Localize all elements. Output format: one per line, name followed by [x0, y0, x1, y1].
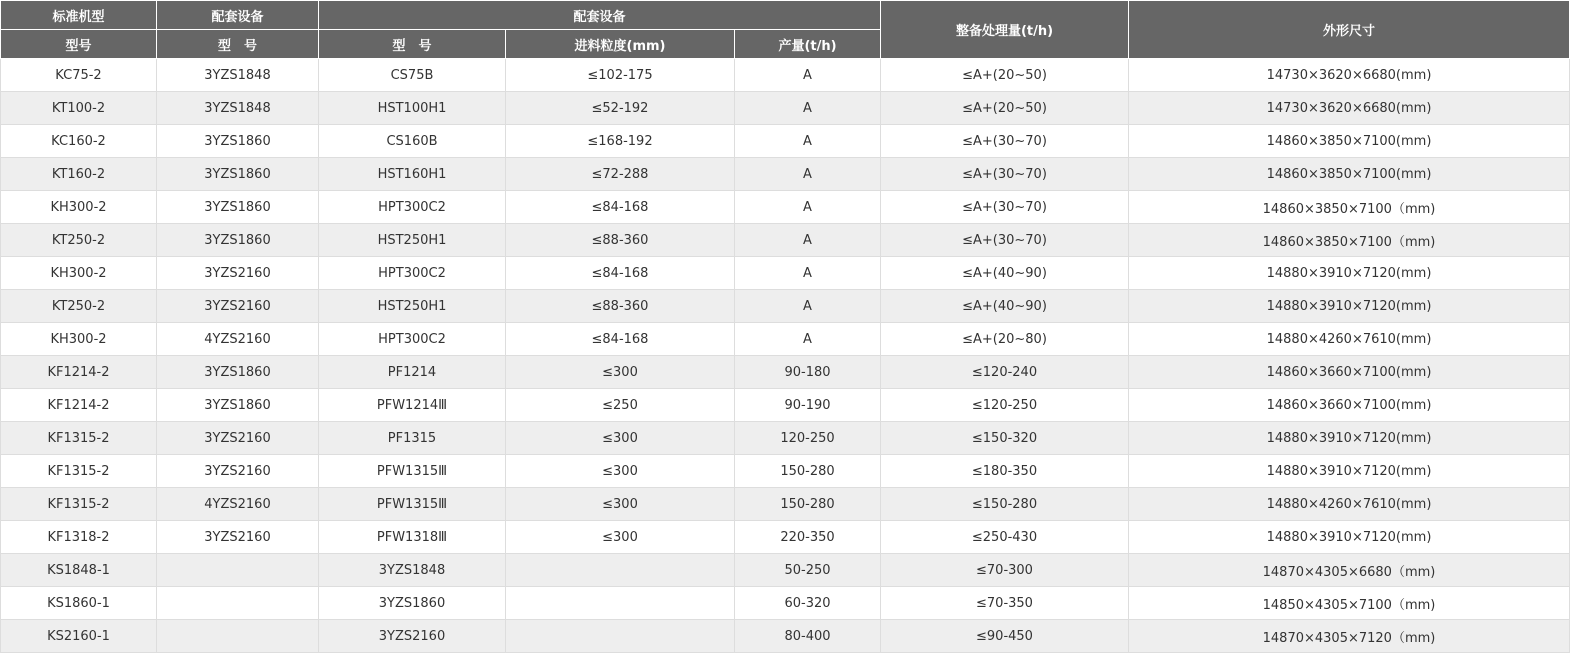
cell-total-capacity: ≤A+(20~50)	[881, 59, 1129, 92]
cell-feed-size	[506, 587, 735, 620]
header-dimensions: 外形尺寸	[1129, 1, 1570, 59]
cell-total-capacity: ≤A+(30~70)	[881, 158, 1129, 191]
cell-output: 50-250	[735, 554, 881, 587]
cell-equipment-a-model	[157, 554, 319, 587]
cell-output: 80-400	[735, 620, 881, 653]
cell-dimensions: 14870×4305×6680（mm)	[1129, 554, 1570, 587]
cell-equipment-b-model: PF1214	[319, 356, 506, 389]
cell-total-capacity: ≤150-280	[881, 488, 1129, 521]
cell-equipment-a-model: 3YZS1860	[157, 224, 319, 257]
cell-dimensions: 14860×3660×7100(mm)	[1129, 356, 1570, 389]
cell-output: 150-280	[735, 455, 881, 488]
cell-equipment-b-model: PFW1318Ⅲ	[319, 521, 506, 554]
table-row	[1, 257, 1570, 290]
cell-total-capacity: ≤A+(20~50)	[881, 92, 1129, 125]
table-row	[1, 455, 1570, 488]
cell-equipment-a-model	[157, 620, 319, 653]
cell-feed-size: ≤300	[506, 422, 735, 455]
cell-dimensions: 14860×3850×7100（mm)	[1129, 191, 1570, 224]
cell-total-capacity: ≤A+(30~70)	[881, 191, 1129, 224]
header-matching-equipment-b-model: 型 号	[319, 30, 506, 59]
cell-equipment-a-model: 3YZS2160	[157, 455, 319, 488]
cell-equipment-b-model: PFW1315Ⅲ	[319, 455, 506, 488]
cell-equipment-b-model: 3YZS1848	[319, 554, 506, 587]
table-body	[1, 59, 1570, 653]
cell-feed-size: ≤102-175	[506, 59, 735, 92]
header-feed-size: 进料粒度(mm)	[506, 30, 735, 59]
cell-equipment-a-model	[157, 587, 319, 620]
cell-output: 220-350	[735, 521, 881, 554]
cell-equipment-b-model: HST100H1	[319, 92, 506, 125]
cell-feed-size: ≤84-168	[506, 191, 735, 224]
cell-total-capacity: ≤120-250	[881, 389, 1129, 422]
cell-feed-size: ≤168-192	[506, 125, 735, 158]
cell-dimensions: 14880×4260×7610(mm)	[1129, 488, 1570, 521]
table-row	[1, 422, 1570, 455]
cell-standard-model: KT160-2	[1, 158, 157, 191]
table-row	[1, 587, 1570, 620]
cell-equipment-a-model: 3YZS2160	[157, 257, 319, 290]
cell-equipment-b-model: CS75B	[319, 59, 506, 92]
cell-feed-size: ≤88-360	[506, 224, 735, 257]
cell-equipment-a-model: 4YZS2160	[157, 488, 319, 521]
cell-output: A	[735, 92, 881, 125]
cell-total-capacity: ≤180-350	[881, 455, 1129, 488]
cell-total-capacity: ≤A+(30~70)	[881, 224, 1129, 257]
table-row	[1, 521, 1570, 554]
cell-standard-model: KF1315-2	[1, 488, 157, 521]
table-row	[1, 59, 1570, 92]
cell-total-capacity: ≤70-350	[881, 587, 1129, 620]
cell-equipment-a-model: 3YZS1860	[157, 158, 319, 191]
cell-output: 90-190	[735, 389, 881, 422]
cell-standard-model: KC160-2	[1, 125, 157, 158]
cell-feed-size	[506, 554, 735, 587]
cell-dimensions: 14880×3910×7120(mm)	[1129, 257, 1570, 290]
cell-equipment-b-model: 3YZS2160	[319, 620, 506, 653]
header-matching-equipment-a: 配套设备	[157, 1, 319, 30]
cell-equipment-b-model: HST250H1	[319, 224, 506, 257]
table-row	[1, 554, 1570, 587]
cell-dimensions: 14880×4260×7610(mm)	[1129, 323, 1570, 356]
cell-feed-size: ≤84-168	[506, 257, 735, 290]
cell-output: A	[735, 224, 881, 257]
cell-output: 120-250	[735, 422, 881, 455]
cell-output: 90-180	[735, 356, 881, 389]
cell-equipment-b-model: HPT300C2	[319, 191, 506, 224]
table-header	[1, 1, 1570, 59]
cell-equipment-b-model: HPT300C2	[319, 323, 506, 356]
cell-standard-model: KF1315-2	[1, 422, 157, 455]
table-row	[1, 389, 1570, 422]
cell-output: A	[735, 257, 881, 290]
table-row	[1, 290, 1570, 323]
cell-output: A	[735, 59, 881, 92]
table-row	[1, 224, 1570, 257]
cell-standard-model: KH300-2	[1, 191, 157, 224]
cell-output: A	[735, 158, 881, 191]
cell-feed-size: ≤88-360	[506, 290, 735, 323]
table-row	[1, 323, 1570, 356]
cell-equipment-b-model: PFW1214Ⅲ	[319, 389, 506, 422]
table-row	[1, 125, 1570, 158]
cell-dimensions: 14860×3850×7100(mm)	[1129, 125, 1570, 158]
cell-equipment-a-model: 3YZS1860	[157, 191, 319, 224]
cell-feed-size: ≤300	[506, 356, 735, 389]
cell-equipment-a-model: 3YZS2160	[157, 521, 319, 554]
cell-standard-model: KF1214-2	[1, 389, 157, 422]
cell-feed-size: ≤300	[506, 521, 735, 554]
cell-standard-model: KF1315-2	[1, 455, 157, 488]
cell-dimensions: 14860×3850×7100（mm)	[1129, 224, 1570, 257]
cell-equipment-a-model: 3YZS2160	[157, 422, 319, 455]
cell-output: 60-320	[735, 587, 881, 620]
cell-total-capacity: ≤A+(20~80)	[881, 323, 1129, 356]
cell-dimensions: 14880×3910×7120(mm)	[1129, 521, 1570, 554]
cell-standard-model: KH300-2	[1, 257, 157, 290]
cell-equipment-b-model: CS160B	[319, 125, 506, 158]
header-standard-model-top: 标准机型	[1, 1, 157, 30]
cell-output: A	[735, 290, 881, 323]
cell-total-capacity: ≤A+(30~70)	[881, 125, 1129, 158]
cell-total-capacity: ≤250-430	[881, 521, 1129, 554]
cell-equipment-b-model: PF1315	[319, 422, 506, 455]
cell-total-capacity: ≤A+(40~90)	[881, 290, 1129, 323]
cell-feed-size	[506, 620, 735, 653]
cell-dimensions: 14860×3850×7100(mm)	[1129, 158, 1570, 191]
cell-total-capacity: ≤90-450	[881, 620, 1129, 653]
table-row	[1, 92, 1570, 125]
cell-dimensions: 14860×3660×7100(mm)	[1129, 389, 1570, 422]
cell-equipment-a-model: 3YZS1848	[157, 59, 319, 92]
cell-standard-model: KH300-2	[1, 323, 157, 356]
cell-equipment-a-model: 4YZS2160	[157, 323, 319, 356]
cell-standard-model: KT250-2	[1, 290, 157, 323]
table-row	[1, 191, 1570, 224]
header-output: 产量(t/h)	[735, 30, 881, 59]
cell-equipment-b-model: HST160H1	[319, 158, 506, 191]
table-row	[1, 158, 1570, 191]
cell-dimensions: 14730×3620×6680(mm)	[1129, 92, 1570, 125]
table-row	[1, 620, 1570, 653]
cell-equipment-b-model: 3YZS1860	[319, 587, 506, 620]
cell-standard-model: KF1214-2	[1, 356, 157, 389]
cell-output: A	[735, 191, 881, 224]
cell-feed-size: ≤300	[506, 455, 735, 488]
cell-standard-model: KS1848-1	[1, 554, 157, 587]
cell-standard-model: KS1860-1	[1, 587, 157, 620]
cell-standard-model: KF1318-2	[1, 521, 157, 554]
cell-dimensions: 14730×3620×6680(mm)	[1129, 59, 1570, 92]
header-standard-model-bottom: 型号	[1, 30, 157, 59]
cell-dimensions: 14880×3910×7120(mm)	[1129, 455, 1570, 488]
cell-total-capacity: ≤120-240	[881, 356, 1129, 389]
header-matching-equipment-b: 配套设备	[319, 1, 881, 30]
header-row-1	[1, 1, 1570, 30]
cell-standard-model: KS2160-1	[1, 620, 157, 653]
cell-total-capacity: ≤A+(40~90)	[881, 257, 1129, 290]
cell-output: A	[735, 323, 881, 356]
cell-standard-model: KT250-2	[1, 224, 157, 257]
cell-standard-model: KC75-2	[1, 59, 157, 92]
cell-dimensions: 14870×4305×7120（mm)	[1129, 620, 1570, 653]
cell-feed-size: ≤52-192	[506, 92, 735, 125]
table-row	[1, 356, 1570, 389]
cell-equipment-a-model: 3YZS1860	[157, 356, 319, 389]
cell-equipment-b-model: PFW1315Ⅲ	[319, 488, 506, 521]
cell-equipment-b-model: HST250H1	[319, 290, 506, 323]
cell-feed-size: ≤300	[506, 488, 735, 521]
cell-output: A	[735, 125, 881, 158]
cell-dimensions: 14880×3910×7120(mm)	[1129, 290, 1570, 323]
cell-equipment-a-model: 3YZS1848	[157, 92, 319, 125]
cell-standard-model: KT100-2	[1, 92, 157, 125]
cell-equipment-a-model: 3YZS2160	[157, 290, 319, 323]
table-row	[1, 488, 1570, 521]
header-matching-equipment-a-model: 型 号	[157, 30, 319, 59]
cell-output: 150-280	[735, 488, 881, 521]
cell-total-capacity: ≤70-300	[881, 554, 1129, 587]
cell-feed-size: ≤250	[506, 389, 735, 422]
cell-feed-size: ≤72-288	[506, 158, 735, 191]
cell-feed-size: ≤84-168	[506, 323, 735, 356]
header-total-capacity: 整备处理量(t/h)	[881, 1, 1129, 59]
cell-equipment-b-model: HPT300C2	[319, 257, 506, 290]
cell-equipment-a-model: 3YZS1860	[157, 125, 319, 158]
cell-total-capacity: ≤150-320	[881, 422, 1129, 455]
cell-dimensions: 14880×3910×7120(mm)	[1129, 422, 1570, 455]
cell-equipment-a-model: 3YZS1860	[157, 389, 319, 422]
cell-dimensions: 14850×4305×7100（mm)	[1129, 587, 1570, 620]
